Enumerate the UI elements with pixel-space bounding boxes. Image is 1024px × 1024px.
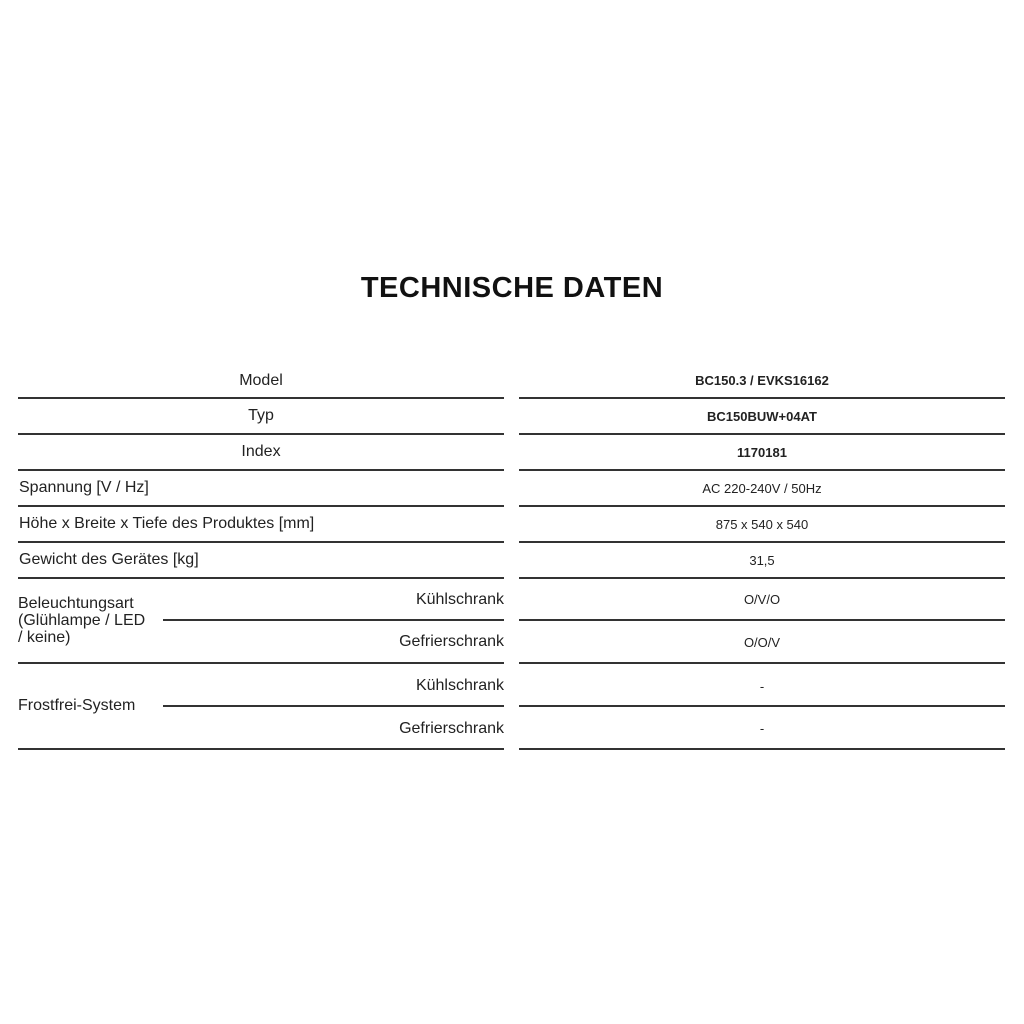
frostfrei-gefrier-value: - — [759, 721, 765, 736]
row-divider — [18, 433, 504, 435]
sub-row-divider — [163, 619, 504, 621]
dimensions-value: 875 x 540 x 540 — [715, 517, 809, 532]
gewicht-label: Gewicht des Gerätes [kg] — [19, 551, 199, 568]
frostfrei-gefrier-label: Gefrierschrank — [399, 720, 504, 737]
typ-label: Typ — [248, 407, 274, 424]
sub-row-divider — [163, 705, 504, 707]
beleuchtung-kuehl-label: Kühlschrank — [415, 591, 504, 608]
beleuchtung-label-line3: / keine) — [18, 629, 71, 646]
row-divider — [519, 397, 1005, 399]
beleuchtung-label-line2: (Glühlampe / LED — [18, 612, 146, 629]
row-divider — [519, 662, 1005, 664]
gewicht-value: 31,5 — [749, 553, 775, 568]
page-title: TECHNISCHE DATEN — [360, 272, 664, 304]
row-divider — [519, 541, 1005, 543]
row-divider — [18, 662, 504, 664]
row-divider — [519, 469, 1005, 471]
dimensions-label: Höhe x Breite x Tiefe des Produktes [mm] — [19, 515, 315, 532]
row-divider — [519, 748, 1005, 750]
row-divider — [18, 577, 504, 579]
frostfrei-kuehl-value: - — [759, 679, 765, 694]
frostfrei-kuehl-label: Kühlschrank — [415, 677, 504, 694]
row-divider — [18, 505, 504, 507]
index-label: Index — [241, 443, 281, 460]
beleuchtung-gefrier-value: O/O/V — [743, 635, 781, 650]
spannung-label: Spannung [V / Hz] — [19, 479, 149, 496]
sub-row-divider — [519, 705, 1005, 707]
row-divider — [18, 541, 504, 543]
row-divider — [519, 433, 1005, 435]
row-divider — [519, 505, 1005, 507]
model-value: BC150.3 / EVKS16162 — [695, 373, 829, 388]
index-value: 1170181 — [737, 445, 787, 460]
row-divider — [18, 397, 504, 399]
beleuchtung-label-line1: Beleuchtungsart — [18, 595, 134, 612]
typ-value: BC150BUW+04AT — [707, 409, 817, 424]
row-divider — [18, 469, 504, 471]
frostfrei-label: Frostfrei-System — [18, 697, 136, 714]
row-divider — [18, 748, 504, 750]
spannung-value: AC 220-240V / 50Hz — [702, 481, 822, 496]
row-divider — [519, 577, 1005, 579]
beleuchtung-gefrier-label: Gefrierschrank — [399, 633, 504, 650]
sub-row-divider — [519, 619, 1005, 621]
model-label: Model — [239, 372, 283, 389]
beleuchtung-kuehl-value: O/V/O — [743, 592, 781, 607]
